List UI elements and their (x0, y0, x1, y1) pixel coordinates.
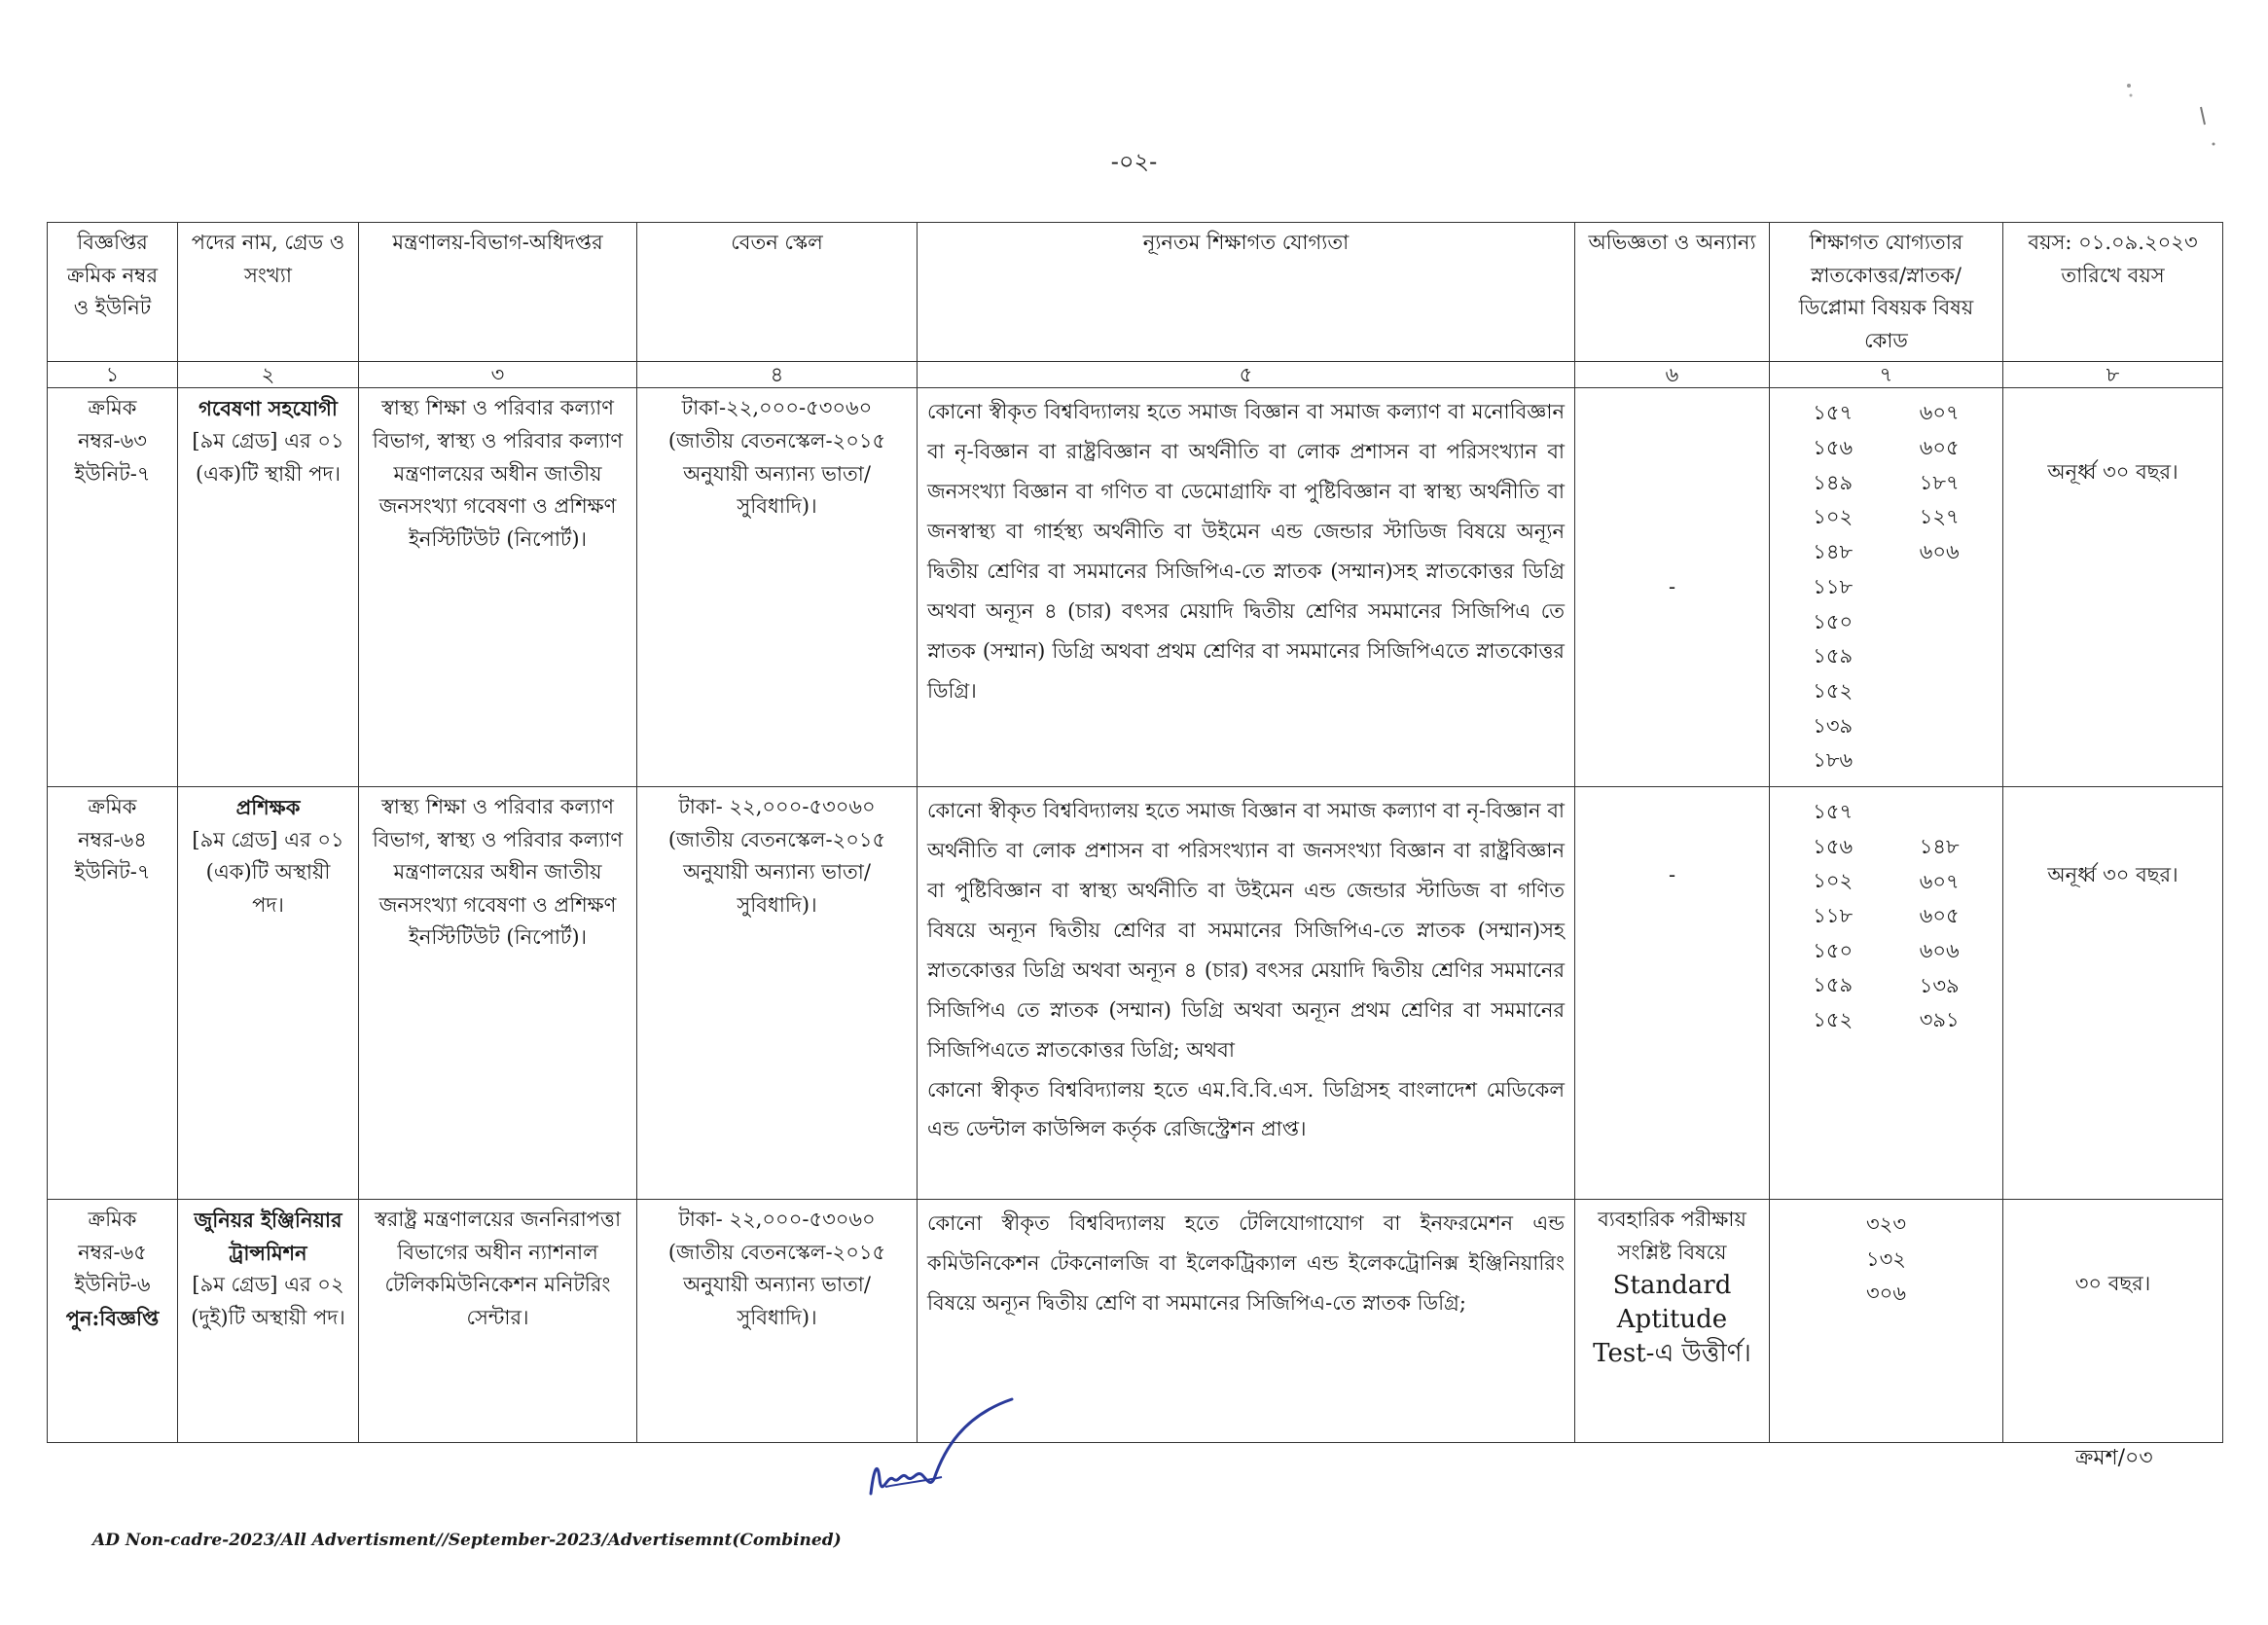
continuation-note: ক্রমশ/০৩ (2075, 1446, 2153, 1470)
qualification-text: কোনো স্বীকৃত বিশ্ববিদ্যালয় হতে সমাজ বিজ্ঞান বা সমাজ কল্যাণ বা নৃ-বিজ্ঞান বা অর্থনীতি বা লোক প্রশাসন বা পরিসংখ্যান বা জনসংখ্যা বিজ্ঞান বা রাষ্ট্রবিজ্ঞান বা পুষ্টিবিজ্ঞান বা স্বাস্থ্য অর্থনীতি বা উইমেন এন্ড জেন্ডার স্টাডিজ বা গণিত বিষয়ে অন্যূন দ্বিতীয় শ্রেণির বা সমমানের সিজিপিএ-তে স্নাতক (সম্মান)সহ স্নাতকোত্তর ডিগ্রি অথবা অন্যূন ৪ (চার) বৎসর মেয়াদি দ্বিতীয় শ্রেণির সমমানের সিজিপিএ তে স্নাতক (সম্মান) ডিগ্রি অথবা অন্যূন প্রথম শ্রেণির বা সমমানের সিজিপিএতে স্নাতকোত্তর ডিগ্রি; অথবা (927, 798, 1565, 1062)
qualification-cell: কোনো স্বীকৃত বিশ্ববিদ্যালয় হতে টেলিযোগাযোগ বা ইনফরমেশন এন্ড কমিউনিকেশন টেকনোলজি বা ইলেকট্রিক্যাল এন্ড ইলেকট্রোনিক্স ইঞ্জিনিয়ারিং বিষয়ে অন্যূন দ্বিতীয় শ্রেণি বা সমমানের সিজিপিএ-তে স্নাতক ডিগ্রি; (918, 1199, 1575, 1442)
subject-code: ১৪৮ (1813, 540, 1854, 564)
header-post: পদের নাম, গ্রেড ও সংখ্যা (178, 223, 359, 362)
column-number: ৬ (1575, 362, 1770, 388)
subject-code: ১৮৬ (1813, 748, 1854, 773)
post-detail: [৯ম গ্রেড] এর ০২ (দুই)টি অস্থায়ী পদ। (191, 1273, 345, 1329)
code-list (1780, 791, 1993, 1042)
code-column-right (1920, 396, 1960, 778)
subject-code: ১৫২ (1813, 1008, 1854, 1032)
subject-code: ১৮৭ (1919, 470, 1960, 494)
subject-code: ১০২ (1813, 505, 1854, 529)
signature (866, 1382, 1022, 1512)
subject-code: ১৫৭ (1813, 401, 1854, 425)
subject-code: ১২৭ (1919, 505, 1960, 529)
subject-code: ৬০৬ (1919, 540, 1960, 564)
ministry-cell: স্বাস্থ্য শিক্ষা ও পরিবার কল্যাণ বিভাগ, স্বাস্থ্য ও পরিবার কল্যাণ মন্ত্রণালয়ের অধীন জাতীয় জনসংখ্যা গবেষণা ও প্রশিক্ষণ ইনস্টিটিউট (নিপোর্ট)। (359, 786, 637, 1199)
page-number: -০২- (1110, 148, 1158, 175)
subject-code: ১৪৯ (1813, 470, 1854, 494)
subject-code: ১৫৯ (1813, 973, 1854, 997)
table-row (48, 786, 2223, 1199)
subject-code: ৬০৭ (1919, 869, 1960, 893)
subject-code: ৩৯১ (1919, 1008, 1960, 1032)
experience-cell (1575, 1199, 1770, 1442)
age-cell: ৩০ বছর। (2003, 1199, 2223, 1442)
scan-marks (2111, 68, 2228, 179)
age-cell: অনূর্ধ্ব ৩০ বছর। (2003, 786, 2223, 1199)
scan-speck-icon (2111, 68, 2228, 175)
code-column (1866, 1208, 1906, 1312)
header-subject-codes: শিক্ষাগত যোগ্যতার স্নাতকোত্তর/স্নাতক/ ডিপ্লোমা বিষয়ক বিষয় কোড (1770, 223, 2003, 362)
qualification-extra: কোনো স্বীকৃত বিশ্ববিদ্যালয় হতে এম.বি.বি.এস. ডিগ্রিসহ বাংলাদেশ মেডিকেল এন্ড ডেন্টাল কাউন্সিল কর্তৃক রেজিস্ট্রেশন প্রাপ্ত। (927, 1077, 1565, 1141)
column-number: ১ (48, 362, 178, 388)
subject-code: ১৫০ (1813, 609, 1854, 633)
subject-code: ৩২৩ (1866, 1211, 1906, 1236)
subject-code: ১৫০ (1813, 938, 1854, 962)
code-column-left (1813, 795, 1853, 1038)
serial-cell: ক্রমিক নম্বর-৬৩ ইউনিট-৭ (48, 388, 178, 787)
ministry-cell: স্বাস্থ্য শিক্ষা ও পরিবার কল্যাণ বিভাগ, স্বাস্থ্য ও পরিবার কল্যাণ মন্ত্রণালয়ের অধীন জাতীয় জনসংখ্যা গবেষণা ও প্রশিক্ষণ ইনস্টিটিউট (নিপোর্ট)। (359, 388, 637, 787)
footer-reference: AD Non-cadre-2023/All Advertisment//September-2023/Advertisemnt(Combined) (92, 1531, 842, 1550)
experience-text-en: Standard Aptitude (1612, 1271, 1732, 1335)
subject-code: ৬০৬ (1919, 939, 1960, 962)
table-row (48, 1199, 2223, 1442)
post-title: গবেষণা সহযোগী (198, 396, 338, 421)
code-list (1780, 392, 1993, 782)
header-row (48, 223, 2223, 362)
header-experience: অভিজ্ঞতা ও অন্যান্য (1575, 223, 1770, 362)
subject-code: ৩০৬ (1866, 1282, 1906, 1306)
experience-text: ব্যবহারিক পরীক্ষায় সংশ্লিষ্ট বিষয়ে (1598, 1207, 1746, 1264)
subject-code: ৬০৫ (1919, 436, 1960, 460)
experience-cell: - (1575, 388, 1770, 787)
header-qualification: ন্যূনতম শিক্ষাগত যোগ্যতা (918, 223, 1575, 362)
column-number: ৫ (918, 362, 1575, 388)
column-number: ৩ (359, 362, 637, 388)
post-title: জুনিয়র ইঞ্জিনিয়ার ট্রান্সমিশন (194, 1207, 342, 1265)
pay-scale-cell: টাকা- ২২,০০০-৫৩০৬০ (জাতীয় বেতনস্কেল-২০১৫ অনুযায়ী অন্যান্য ভাতা/ সুবিধাদি)। (637, 1199, 918, 1442)
table-row (48, 388, 2223, 787)
code-list (1780, 1204, 1993, 1316)
subject-code: ১৪৮ (1919, 834, 1960, 858)
serial-text: ক্রমিক নম্বর-৬৫ ইউনিট-৬ (74, 1207, 151, 1297)
column-number: ৮ (2003, 362, 2223, 388)
signature-mark (866, 1382, 1022, 1508)
subject-code: ১৫৯ (1813, 644, 1854, 668)
column-number: ৪ (637, 362, 918, 388)
subject-code: ১৩৯ (1919, 973, 1960, 997)
ministry-cell: স্বরাষ্ট্র মন্ত্রণালয়ের জননিরাপত্তা বিভাগের অধীন ন্যাশনাল টেলিকমিউনিকেশন মনিটরিং সেন্টার। (359, 1199, 637, 1442)
subject-code: ১৫৬ (1813, 834, 1854, 858)
header-pay-scale: বেতন স্কেল (637, 223, 918, 362)
vacancy-table (47, 222, 2223, 1443)
code-column-left (1813, 396, 1853, 778)
subject-code: ৬০৭ (1919, 401, 1960, 425)
pay-scale-cell: টাকা- ২২,০০০-৫৩০৬০ (জাতীয় বেতনস্কেল-২০১৫ অনুযায়ী অন্যান্য ভাতা/ সুবিধাদি)। (637, 786, 918, 1199)
pay-scale-cell: টাকা-২২,০০০-৫৩০৬০ (জাতীয় বেতনস্কেল-২০১৫ অনুযায়ী অন্যান্য ভাতা/ সুবিধাদি)। (637, 388, 918, 787)
subject-code: ১৫৭ (1813, 799, 1854, 823)
post-title: প্রশিক্ষক (235, 794, 301, 819)
header-age: বয়স: ০১.০৯.২০২৩ তারিখে বয়স (2003, 223, 2223, 362)
post-cell (178, 388, 359, 787)
qualification-cell (918, 786, 1575, 1199)
qualification-cell: কোনো স্বীকৃত বিশ্ববিদ্যালয় হতে সমাজ বিজ্ঞান বা সমাজ কল্যাণ বা মনোবিজ্ঞান বা নৃ-বিজ্ঞান বা রাষ্ট্রবিজ্ঞান বা অর্থনীতি বা লোক প্রশাসন বা পরিসংখ্যান বা জনসংখ্যা বিজ্ঞান বা গণিত বা ডেমোগ্রাফি বা পুষ্টিবিজ্ঞান বা স্বাস্থ্য অর্থনীতি বা জনস্বাস্থ্য বা গার্হস্থ্য অর্থনীতি বা উইমেন এন্ড জেন্ডার স্টাডিজ বিষয়ে অন্যূন দ্বিতীয় শ্রেণির বা সমমানের সিজিপিএ-তে স্নাতক (সম্মান)সহ স্নাতকোত্তর ডিগ্রি অথবা অন্যূন ৪ (চার) বৎসর মেয়াদি দ্বিতীয় শ্রেণির সমমানের সিজিপিএ তে স্নাতক (সম্মান) ডিগ্রি অথবা প্রথম শ্রেণির বা সমমানের সিজিপিএতে স্নাতকোত্তর ডিগ্রি। (918, 388, 1575, 787)
column-number: ৭ (1770, 362, 2003, 388)
subject-code: ১৫২ (1813, 678, 1854, 703)
re-advertisement-note: পুন:বিজ্ঞপ্তি (65, 1305, 160, 1330)
column-number-row (48, 362, 2223, 388)
serial-cell: ক্রমিক নম্বর-৬৪ ইউনিট-৭ (48, 786, 178, 1199)
subject-code: ১৫৬ (1813, 436, 1854, 460)
post-detail: [৯ম গ্রেড] এর ০১ (এক)টি স্থায়ী পদ। (192, 428, 344, 486)
serial-cell (48, 1199, 178, 1442)
column-number: ২ (178, 362, 359, 388)
subject-codes-cell (1770, 786, 2003, 1199)
age-cell: অনূর্ধ্ব ৩০ বছর। (2003, 388, 2223, 787)
subject-code: ১৩৯ (1813, 713, 1854, 738)
experience-cell: - (1575, 786, 1770, 1199)
subject-codes-cell (1770, 1199, 2003, 1442)
header-serial: বিজ্ঞপ্তির ক্রমিক নম্বর ও ইউনিট (48, 223, 178, 362)
post-cell (178, 786, 359, 1199)
experience-text-tail: Test-এ উত্তীর্ণ। (1593, 1339, 1751, 1369)
subject-code: ১০২ (1813, 869, 1854, 893)
post-detail: [৯ম গ্রেড] এর ০১ (এক)টি অস্থায়ী পদ। (192, 827, 344, 917)
subject-code: ১৩২ (1866, 1246, 1906, 1271)
code-column-right (1920, 795, 1960, 1038)
subject-codes-cell (1770, 388, 2003, 787)
header-ministry: মন্ত্রণালয়-বিভাগ-অধিদপ্তর (359, 223, 637, 362)
subject-code: ১১৮ (1813, 574, 1854, 598)
subject-code: ১১৮ (1813, 904, 1854, 927)
subject-code: ৬০৫ (1919, 904, 1960, 928)
post-cell (178, 1199, 359, 1442)
